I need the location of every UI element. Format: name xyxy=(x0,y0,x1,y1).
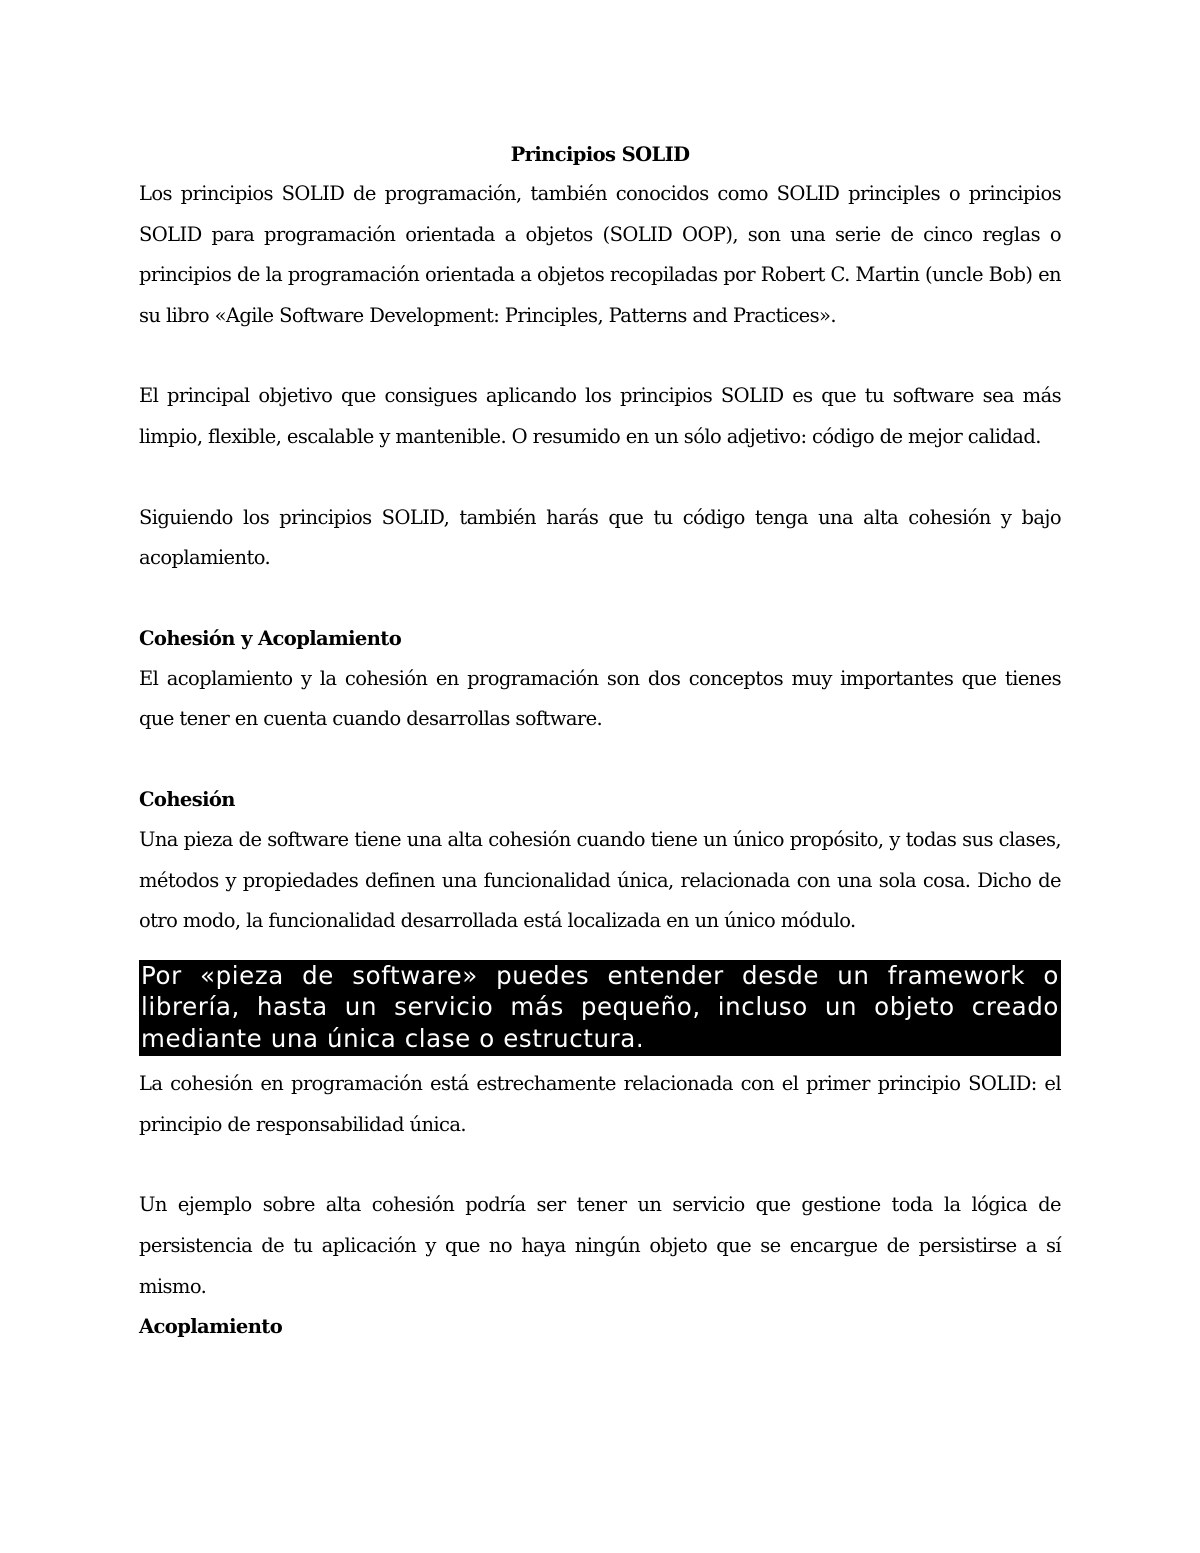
document-page xyxy=(139,136,1061,1347)
paragraph-cohesion-definition: Una pieza de software tiene una alta cohesión cuando tiene un único propósito, y todas sus clases, métodos y propiedades definen una funcionalidad única, relacionada con una sola cosa. Dicho de otro modo, la funcionalidad desarrollada está localizada en un único módulo. xyxy=(139,827,1061,933)
paragraph-cohesion-coupling-intro: Siguiendo los principios SOLID, también harás que tu código tenga una alta cohesión y bajo acoplamiento. xyxy=(139,505,1061,570)
paragraph-objective: El principal objetivo que consigues aplicando los principios SOLID es que tu software sea más limpio, flexible, escalable y mantenible. O resumido en un sólo adjetivo: código de mejor calidad. xyxy=(139,384,1061,448)
document-title: Principios SOLID xyxy=(510,143,690,166)
heading-cohesion: Cohesión xyxy=(139,787,235,811)
spacer xyxy=(139,579,1061,619)
heading-cohesion-acoplamiento: Cohesión y Acoplamiento xyxy=(139,626,402,650)
spacer xyxy=(139,336,1061,376)
spacer xyxy=(139,458,1061,498)
highlighted-callout: Por «pieza de software» puedes entender desde un framework o librería, hasta un servicio más pequeño, incluso un objeto creado mediante una única clase o estructura. xyxy=(139,960,1061,1057)
spacer xyxy=(139,1145,1061,1185)
paragraph-concepts: El acoplamiento y la cohesión en programación son dos conceptos muy importantes que tienes que tener en cuenta cuando desarrollas software. xyxy=(139,666,1061,731)
paragraph-cohesion-example: Un ejemplo sobre alta cohesión podría ser tener un servicio que gestione toda la lógica de persistencia de tu aplicación y que no haya ningún objeto que se encargue de persistirse a sí mismo. xyxy=(139,1193,1061,1298)
paragraph-intro: Los principios SOLID de programación, también conocidos como SOLID principles o principios SOLID para programación orientada a objetos (SOLID OOP), son una serie de cinco reglas o principios de la programación orientada a objetos recopiladas por Robert C. Martin (uncle Bob) en su libro «Agile Software Development: Principles, Patterns and Practices». xyxy=(139,182,1061,327)
spacer xyxy=(139,740,1061,780)
paragraph-cohesion-principle: La cohesión en programación está estrechamente relacionada con el primer principio SOLID: el principio de responsabilidad única. xyxy=(139,1072,1061,1136)
heading-acoplamiento: Acoplamiento xyxy=(139,1315,283,1339)
